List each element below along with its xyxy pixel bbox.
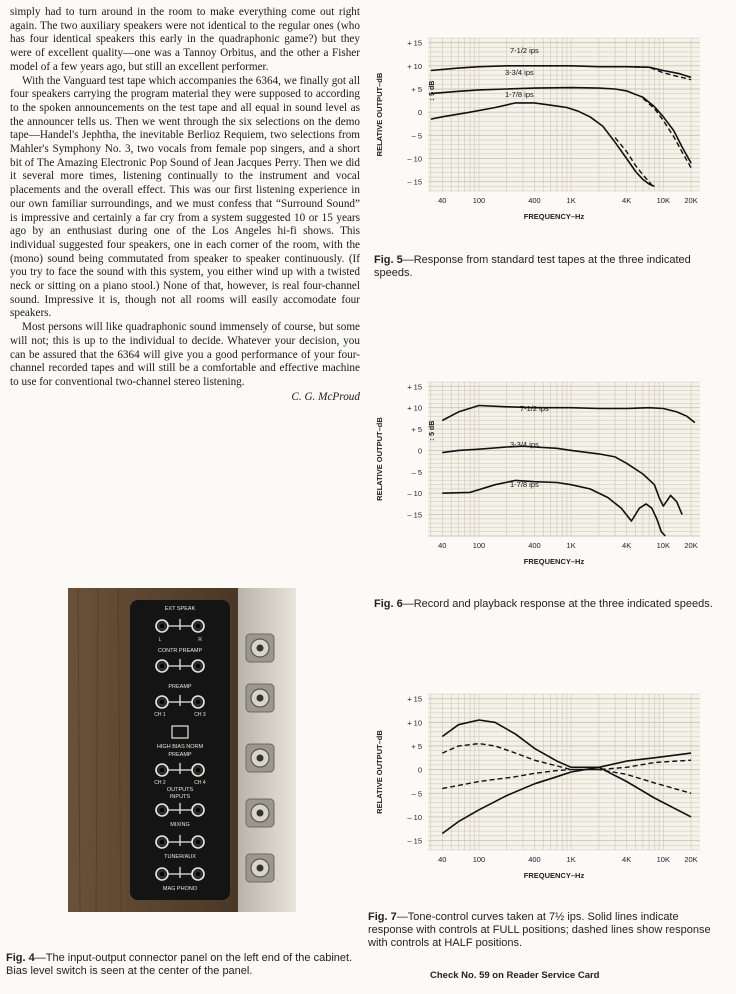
jack-hole-icon	[160, 872, 164, 876]
y-tick-label: – 5	[411, 467, 422, 477]
x-tick-label: 4K	[622, 855, 632, 864]
jack-hole-icon	[160, 768, 164, 772]
fig5-text: —Response from standard test tapes at the three indicated speeds.	[374, 254, 691, 280]
rca-jack-pin-icon	[257, 695, 264, 702]
panel-label: L	[158, 637, 162, 643]
x-tick-label: 40	[438, 196, 447, 205]
series-label: 3-3/4 ips	[505, 68, 534, 77]
fig5-label: Fig. 5	[374, 254, 403, 266]
fig6-caption	[374, 598, 724, 611]
article-paragraph: With the Vanguard test tape which accompanies the 6364, we finally got all four speakers carrying the program material they were supposed to according to the spoken announcements on the test tape and all equal in sound level as the announcer tells us. Then we went through the six selections on the demo tape—Handel's Jephtha, the inevitable Berlioz Requiem, two selections from Mahler's Symphony No. 3, two vocals from female pop singers, and a short bit of The Amazing Electronic Pop Sound of Jean Jacques Perry. Then we did it several more times, listening continually to the instrument and vocal placements and the overall effect. This was our first listening experience in our own familiar surroundings, and we must confess that “Surround Sound” is impressive and certainly a far cry from a system suggested 10 or 15 years ago by an enthusiast during one of the Los Angeles hi-fi shows. This individual suggested four speakers, one in each corner of the room, with the (mono) sound being commutated from speaker to speaker continuously. (If you try to face the sound with this system, you either wind up with a twisted neck or sitting on a piano stool.) None of that, however, is real four-channel sound. Impressive it is, though not all rooms will easily accomodate four speakers.	[10, 74, 360, 320]
series-label: 1-7/8 ips	[505, 90, 534, 99]
jack-hole-icon	[196, 664, 200, 668]
panel-label: R	[198, 637, 202, 643]
jack-hole-icon	[196, 840, 200, 844]
x-tick-label: 1K	[566, 855, 576, 864]
panel-label: MIXING	[170, 822, 190, 828]
panel-label: TUNER/AUX	[164, 854, 196, 860]
series-label: 1-7/8 ips	[510, 480, 539, 489]
y-tick-label: + 10	[407, 718, 422, 728]
y-tick-label: + 5	[411, 742, 422, 751]
y-axis-label: RELATIVE OUTPUT–dB	[375, 730, 384, 814]
rca-jack-pin-icon	[257, 645, 264, 652]
series-label: 7-1/2 ips	[520, 404, 549, 413]
series-label: 3-3/4 ips	[510, 440, 539, 449]
panel-label: CONTR PREAMP	[157, 648, 203, 654]
x-tick-label: 10K	[656, 541, 670, 550]
fig7-text: —Tone-control curves taken at 7½ ips. Solid lines indicate response with controls at FULL positions; dashed lines show response with controls at HALF positions.	[368, 911, 711, 950]
fig4-label: Fig. 4	[6, 952, 35, 964]
y-tick-label: 0	[417, 108, 422, 118]
scale-annotation: ↕ 5 dB	[429, 80, 436, 102]
article-paragraph: simply had to turn around in the room to make everything come out right again. The two auxiliary speakers were not identical to the regular ones (who has four identical speakers this early in the quadraphonic game?) but they were of excellent quality—one was a Tannoy Orbitus, and the other a Fisher model of a few years ago, but still an excellent performer.	[10, 6, 360, 73]
y-tick-label: + 5	[411, 425, 422, 435]
fig7-label: Fig. 7	[368, 911, 397, 923]
x-tick-label: 100	[472, 196, 486, 205]
y-tick-label: – 10	[407, 154, 422, 164]
reader-service-note: Check No. 59 on Reader Service Card	[430, 970, 600, 981]
x-tick-label: 1K	[566, 541, 576, 550]
x-tick-label: 400	[528, 196, 541, 205]
fig4-text: —The input-output connector panel on the left end of the cabinet. Bias level switch is seen at the center of the panel.	[6, 952, 353, 978]
panel-label: EXT SPEAK	[164, 606, 196, 612]
panel-label: INPUTS	[169, 794, 191, 800]
y-tick-label: + 5	[411, 85, 422, 94]
panel-label: OUTPUTS	[166, 787, 194, 793]
panel-label: PREAMP	[168, 752, 192, 758]
x-axis-label: FREQUENCY–Hz	[523, 212, 585, 221]
series-label: 7-1/2 ips	[510, 46, 539, 55]
author-signature: C. G. McProud	[291, 390, 360, 403]
x-tick-label: 10K	[656, 855, 670, 864]
fig5-chart	[370, 32, 720, 227]
y-tick-label: – 10	[407, 489, 422, 499]
fig5-caption	[374, 254, 724, 280]
article-paragraph: Most persons will like quadraphonic sound immensely of course, but some will not; this is up to the individual to decide. Whatever your decision, you can be assured that the 6364 will give you a good performance of your four-channel recorded tapes and will still be a comfortable and effective machine to use for conventional two-channel stereo listening.	[10, 321, 360, 388]
y-tick-label: + 15	[407, 694, 422, 704]
scale-annotation: ↕ 5 dB	[429, 420, 436, 442]
x-tick-label: 40	[438, 855, 447, 864]
panel-label: MAG PHONO	[162, 886, 198, 892]
jack-hole-icon	[196, 808, 200, 812]
x-tick-label: 100	[472, 541, 486, 550]
x-tick-label: 4K	[622, 541, 632, 550]
fig7-chart	[370, 688, 720, 890]
y-tick-label: – 10	[407, 812, 422, 822]
jack-hole-icon	[160, 840, 164, 844]
x-axis-label: FREQUENCY–Hz	[523, 557, 585, 566]
panel-label: CH 3	[194, 712, 206, 718]
y-tick-label: – 15	[407, 836, 422, 846]
jack-hole-icon	[160, 664, 164, 668]
fig6-chart	[370, 376, 720, 576]
y-tick-label: – 5	[411, 789, 422, 799]
y-axis-label: RELATIVE OUTPUT–dB	[375, 72, 384, 157]
y-tick-label: – 5	[411, 131, 422, 141]
fig6-label: Fig. 6	[374, 598, 403, 610]
y-tick-label: + 15	[407, 38, 422, 48]
jack-hole-icon	[196, 624, 200, 628]
x-tick-label: 100	[472, 855, 486, 864]
x-tick-label: 20K	[684, 196, 698, 205]
rca-jack-pin-icon	[257, 755, 264, 762]
x-axis-label: FREQUENCY–Hz	[523, 871, 585, 880]
fig4-caption	[6, 952, 362, 978]
jack-hole-icon	[160, 808, 164, 812]
x-tick-label: 20K	[684, 541, 698, 550]
panel-label: PREAMP	[168, 684, 192, 690]
fig6-text: —Record and playback response at the three indicated speeds.	[402, 598, 713, 610]
y-tick-label: + 10	[407, 61, 422, 71]
x-tick-label: 400	[528, 855, 541, 864]
rca-jack-pin-icon	[257, 865, 264, 872]
jack-hole-icon	[196, 700, 200, 704]
y-tick-label: 0	[417, 446, 422, 456]
x-tick-label: 40	[438, 541, 447, 550]
article-column	[10, 6, 360, 404]
fig7-caption	[368, 911, 720, 951]
y-tick-label: 0	[417, 765, 422, 775]
jack-hole-icon	[160, 700, 164, 704]
y-tick-label: + 15	[407, 382, 422, 392]
panel-label: CH 2	[154, 780, 166, 786]
fig4-photo	[68, 588, 296, 912]
x-tick-label: 400	[528, 541, 541, 550]
x-tick-label: 1K	[566, 196, 576, 205]
jack-hole-icon	[196, 768, 200, 772]
y-tick-label: – 15	[407, 177, 422, 187]
jack-hole-icon	[160, 624, 164, 628]
panel-label: CH 4	[194, 780, 206, 786]
panel-label: HIGH BIAS NORM	[156, 744, 204, 750]
y-tick-label: – 15	[407, 510, 422, 520]
rca-jack-pin-icon	[257, 810, 264, 817]
connector-panel-drawing	[68, 588, 296, 912]
x-tick-label: 4K	[622, 196, 632, 205]
y-axis-label: RELATIVE OUTPUT–dB	[375, 417, 384, 501]
panel-label: CH 1	[154, 712, 166, 718]
jack-hole-icon	[196, 872, 200, 876]
y-tick-label: + 10	[407, 403, 422, 413]
x-tick-label: 10K	[656, 196, 670, 205]
x-tick-label: 20K	[684, 855, 698, 864]
